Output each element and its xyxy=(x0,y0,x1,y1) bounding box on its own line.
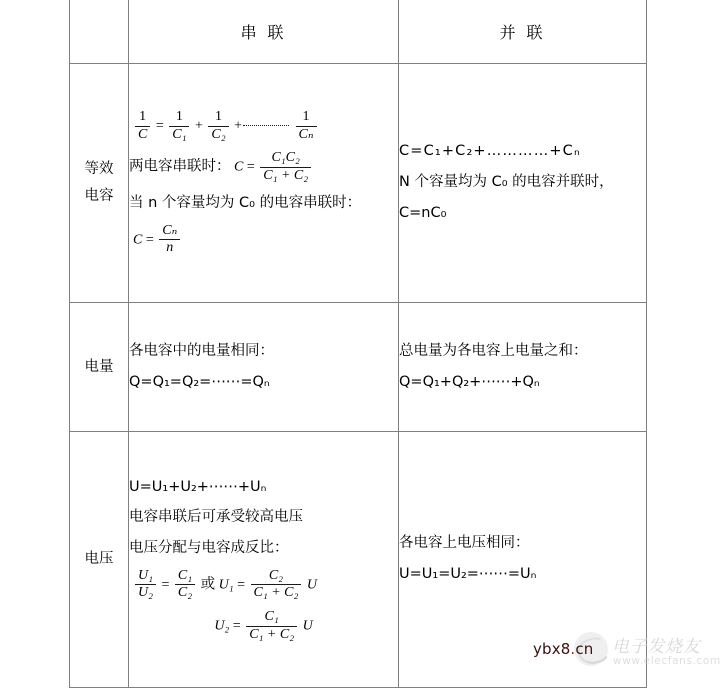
fraction-c1c2-over-c1-plus-c2: $\frac{\text{C₁C₂}}{\text{C₁ + C₂}}$ xyxy=(260,151,311,183)
text-same-voltage-each-capacitor: 各电容上电压相同： xyxy=(399,535,530,552)
watermark-site-dot: . xyxy=(570,640,576,658)
text-parallel-capacitance-sum: C=C₁+C₂+…………+Cₙ xyxy=(399,143,581,160)
fraction-c2-over-c1-plus-c2: $\frac{\text{C₂}}{\text{C₁ + C₂}}$ xyxy=(251,569,302,601)
watermark-logo-url: www.elecfans.com xyxy=(613,655,721,667)
equals-sign: = xyxy=(145,231,154,247)
equals-sign: = xyxy=(232,618,241,634)
symbol-u1: U₁ xyxy=(218,577,234,593)
watermark-site-ybx8 xyxy=(533,640,593,658)
equation-charge-parallel: Q=Q₁+Q₂+⋯⋯+Qₙ xyxy=(399,373,540,390)
equals-sign: = xyxy=(155,118,164,134)
fraction-one-over-cn: $\frac{1}{\text{Cₙ}}$ xyxy=(296,110,317,142)
row-label-charge xyxy=(70,303,129,432)
equation-u2-divider xyxy=(129,610,398,642)
plus-sign: + xyxy=(234,118,242,134)
text-n-equal-capacitors-parallel: N 个容量均为 C₀ 的电容并联时， xyxy=(399,174,614,191)
equals-sign: = xyxy=(161,577,170,593)
fraction-one-over-c: $\frac{1}{C}$ xyxy=(135,110,150,142)
row-label-line: 电容 xyxy=(84,188,114,204)
equals-sign: = xyxy=(246,159,255,175)
fraction-one-over-c2: $\frac{1}{\text{C₂}}$ xyxy=(208,110,228,142)
header-series-cell: 串 联 xyxy=(129,0,399,64)
header-parallel-cell: 并 联 xyxy=(399,0,647,64)
cell-series-voltage xyxy=(129,432,399,688)
symbol-u: U xyxy=(302,618,313,634)
fraction-one-over-c1: $\frac{1}{\text{C₁}}$ xyxy=(169,110,189,142)
equals-sign: = xyxy=(237,577,245,593)
table-row-equivalent-capacitance xyxy=(70,64,647,303)
symbol-u: U xyxy=(306,577,317,593)
line-two-capacitors-in-series xyxy=(129,151,398,183)
text-same-charge-each-capacitor: 各电容中的电量相同： xyxy=(129,342,274,359)
fraction-u1-over-u2: $\frac{\text{U₁}}{\text{U₂}}$ xyxy=(135,569,156,601)
watermark-site-tld: cn xyxy=(575,640,594,658)
table-row-charge xyxy=(70,303,647,432)
cell-parallel-equivalent-capacitance xyxy=(399,64,647,303)
text-n-equal-capacitors-series: 当 n 个容量均为 C₀ 的电容串联时： xyxy=(129,194,362,211)
symbol-c: C xyxy=(133,231,143,247)
text-series-withstands-higher-voltage: 电容串联后可承受较高电压 xyxy=(129,509,303,526)
cell-series-charge xyxy=(129,303,399,432)
equation-voltage-series-sum: U=U₁+U₂+⋯⋯+Uₙ xyxy=(129,478,267,495)
row-label-line: 电压 xyxy=(84,551,114,568)
plus-sign: + xyxy=(194,118,203,134)
equation-c-equals-cn-over-n xyxy=(129,224,398,256)
row-label-line: 等效 xyxy=(84,161,114,178)
text-or-conjunction: 或 xyxy=(200,576,216,593)
capacitor-comparison-table xyxy=(69,0,647,688)
row-label-voltage xyxy=(70,432,129,688)
text-c-equals-n-c0: C=nC₀ xyxy=(399,204,447,221)
fraction-c1-over-c2: $\frac{\text{C₁}}{\text{C₂}}$ xyxy=(175,569,195,601)
text-two-capacitors-series: 两电容串联时： xyxy=(129,158,231,175)
equation-voltage-parallel: U=U₁=U₂=⋯⋯=Uₙ xyxy=(399,566,537,582)
watermark-site-name: ybx8 xyxy=(533,640,571,658)
equation-voltage-ratio xyxy=(129,569,398,601)
row-label-line: 电量 xyxy=(84,358,114,375)
watermark-elecfans-logo xyxy=(572,630,722,678)
text-voltage-inverse-to-capacitance: 电压分配与电容成反比： xyxy=(129,540,289,556)
equation-reciprocal-sum xyxy=(129,110,398,142)
cell-parallel-charge xyxy=(399,303,647,432)
fraction-c1-over-c1-plus-c2: $\frac{\text{C₁}}{\text{C₁ + C₂}}$ xyxy=(246,610,297,642)
symbol-u2: U₂ xyxy=(214,618,230,634)
watermark-logo-text: 电子发烧友 xyxy=(612,637,701,657)
table-header-row xyxy=(70,0,647,64)
cell-series-equivalent-capacitance xyxy=(129,64,399,303)
symbol-c: C xyxy=(234,159,244,175)
dotted-leader xyxy=(243,125,289,126)
equation-charge-series: Q=Q₁=Q₂=⋯⋯=Qₙ xyxy=(129,373,270,390)
row-label-equivalent-capacitance xyxy=(70,64,129,303)
text-total-charge-sum: 总电量为各电容上电量之和： xyxy=(399,342,588,359)
header-corner-cell xyxy=(70,0,129,64)
fraction-cn-over-n: $\frac{\text{Cₙ}}{n}$ xyxy=(159,224,180,256)
